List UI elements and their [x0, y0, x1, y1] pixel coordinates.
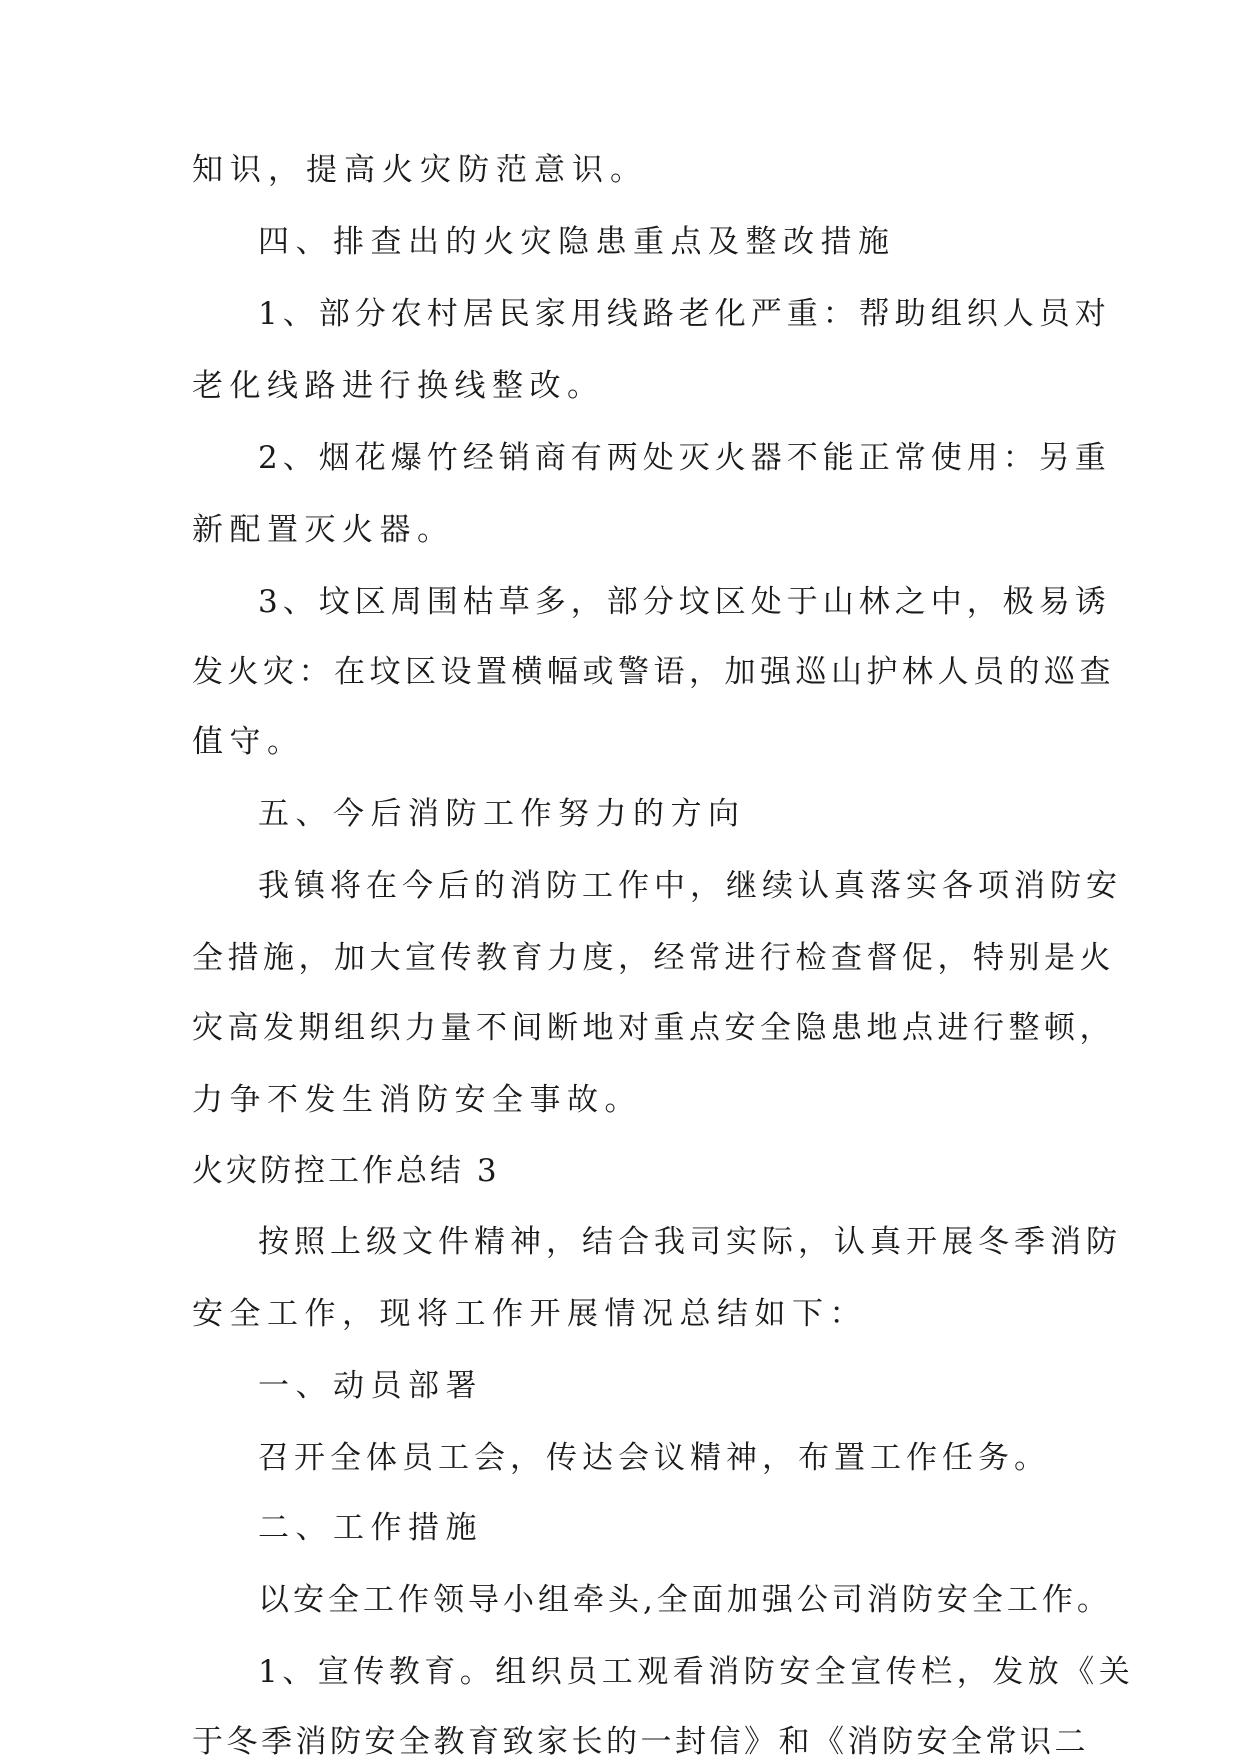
- section-heading: 五、今后消防工作努力的方向: [258, 796, 746, 832]
- paragraph-line: 1、部分农村居民家用线路老化严重：帮助组织人员对: [258, 296, 1111, 332]
- section-heading: 四、排查出的火灾隐患重点及整改措施: [258, 224, 896, 260]
- document-title: 火灾防控工作总结 3: [192, 1153, 500, 1189]
- paragraph-line: 值守。: [192, 724, 305, 760]
- paragraph-line: 灾高发期组织力量不间断地对重点安全隐患地点进行整顿，: [192, 1010, 1115, 1046]
- paragraph-line: 力争不发生消防安全事故。: [192, 1082, 642, 1118]
- paragraph-line: 全措施，加大宣传教育力度，经常进行检查督促，特别是火: [192, 940, 1115, 976]
- paragraph-line: 老化线路进行换线整改。: [192, 368, 605, 404]
- paragraph-line: 知识，提高火灾防范意识。: [192, 152, 648, 188]
- section-heading: 一、动员部署: [258, 1368, 483, 1404]
- paragraph-line: 于冬季消防安全教育致家长的一封信》和《消防安全常识二: [192, 1724, 1089, 1760]
- paragraph-line: 1、宣传教育。组织员工观看消防安全宣传栏，发放《关: [258, 1654, 1135, 1690]
- paragraph-line: 3、坟区周围枯草多，部分坟区处于山林之中，极易诱: [258, 584, 1111, 620]
- paragraph-line: 召开全体员工会，传达会议精神，布置工作任务。: [258, 1440, 1050, 1476]
- paragraph-line: 2、烟花爆竹经销商有两处灭火器不能正常使用：另重: [258, 440, 1111, 476]
- paragraph-line: 新配置灭火器。: [192, 512, 455, 548]
- paragraph-line: 发火灾：在坟区设置横幅或警语，加强巡山护林人员的巡查: [192, 654, 1115, 690]
- section-heading: 二、工作措施: [258, 1510, 483, 1546]
- paragraph-line: 我镇将在今后的消防工作中，继续认真落实各项消防安: [258, 868, 1122, 904]
- paragraph-line: 安全工作，现将工作开展情况总结如下：: [192, 1296, 867, 1332]
- paragraph-line: 以安全工作领导小组牵头,全面加强公司消防安全工作。: [258, 1582, 1112, 1618]
- paragraph-line: 按照上级文件精神，结合我司实际，认真开展冬季消防: [258, 1224, 1122, 1260]
